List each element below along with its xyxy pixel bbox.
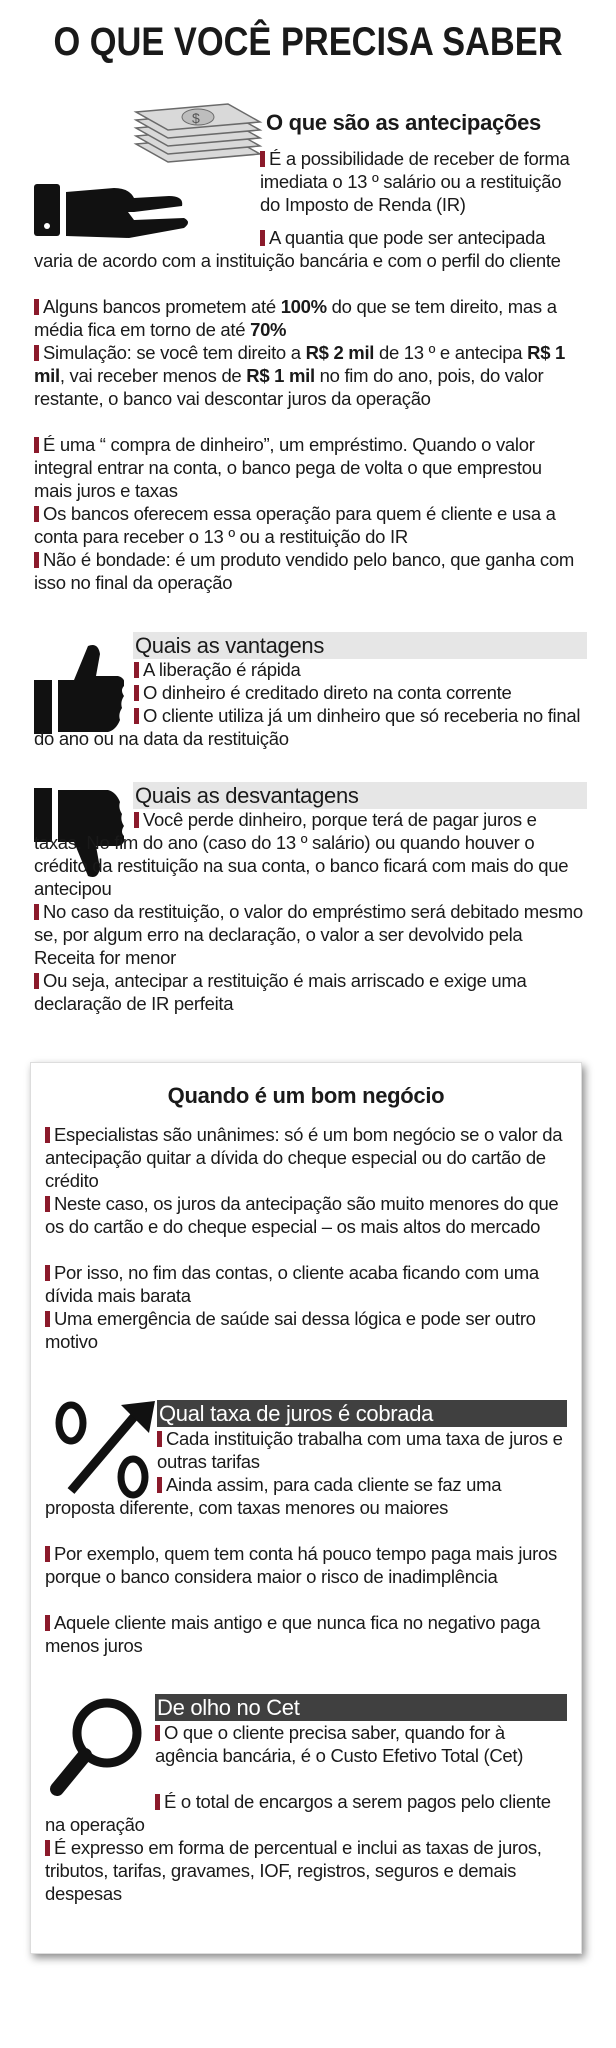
bullet-marker [34,437,39,453]
list-item: No caso da restituição, o valor do empréstimo será debitado mesmo se, por algum erro na declaração, o valor a ser devolvido pela Receita for menor [34,901,583,968]
bullet-marker [34,904,39,920]
section-heading-bar: Qual taxa de juros é cobrada [157,1400,567,1427]
section-heading-bar: Quais as vantagens [133,632,587,659]
bullet-marker [155,1794,160,1810]
bullet-marker [260,230,265,246]
list-item: Aquele cliente mais antigo e que nunca fica no negativo paga menos juros [45,1612,540,1656]
bullet-marker [260,151,265,167]
list-item: O cliente utiliza já um dinheiro que só receberia no final do ano ou na data da restituição [34,705,581,749]
bullet-marker [45,1311,50,1327]
bullet-marker [134,812,139,828]
bullet-marker [45,1840,50,1856]
bullet-marker [45,1196,50,1212]
money-stack-icon [128,96,268,166]
box-heading: Quando é um bom negócio [167,1083,445,1108]
list-item: É uma “ compra de dinheiro”, um empréstimo. Quando o valor integral entrar na conta, o banco pega de volta o que emprestou mais juros e taxas [34,434,542,501]
list-item: Simulação: se você tem direito a R$ 2 mil de 13 º e antecipa R$ 1 mil, vai receber menos de R$ 1 mil no fim do ano, pois, do valor restante, o banco vai descontar juros da operação [34,342,566,409]
list-item: Por isso, no fim das contas, o cliente acaba ficando com uma dívida mais barata [45,1262,539,1306]
bullet-marker [34,506,39,522]
list-item: A liberação é rápida [134,658,584,681]
bullet-marker [45,1265,50,1281]
bullet-marker [134,708,139,724]
list-item: Não é bondade: é um produto vendido pelo banco, que ganha com isso no final da operação [34,549,574,593]
list-item: Especialistas são unânimes: só é um bom negócio se o valor da antecipação quitar a dívida do cheque especial ou do cartão de crédito [45,1124,563,1191]
list-item: É a possibilidade de receber de forma imediata o 13 º salário ou a restituição do Imposto de Renda (IR) [260,148,570,215]
bullet-marker [34,299,39,315]
bullet-marker [134,662,139,678]
bullet-marker [45,1615,50,1631]
highlight-box [30,1062,582,1954]
svg-text:$: $ [192,110,200,126]
list-item: Por exemplo, quem tem conta há pouco tempo paga mais juros porque o banco considera maior o risco de inadimplência [45,1543,557,1587]
bullet-marker [134,685,139,701]
bullet-marker [34,552,39,568]
list-item: Os bancos oferecem essa operação para quem é cliente e usa a conta para receber o 13 º ou a restituição do IR [34,503,556,547]
bullet-marker [157,1431,162,1447]
list-item: Ainda assim, para cada cliente se faz uma proposta diferente, com taxas menores ou maiores [45,1474,502,1518]
list-item: Alguns bancos prometem até 100% do que se tem direito, mas a média fica em torno de até 70% [34,296,557,340]
bullet-marker [157,1477,162,1493]
bullet-marker [45,1127,50,1143]
list-item: A quantia que pode ser antecipada varia de acordo com a instituição bancária e com o perfil do cliente [34,227,561,271]
bullet-marker [155,1725,160,1741]
magnifier-icon [49,1693,149,1797]
list-item: Ou seja, antecipar a restituição é mais arriscado e exige uma declaração de IR perfeita [34,970,527,1014]
page-title: O QUE VOCÊ PRECISA SABER [53,20,563,64]
section-heading-bar: Quais as desvantagens [133,782,587,809]
list-item: É o total de encargos a serem pagos pelo cliente na operação [45,1791,551,1835]
list-item: É expresso em forma de percentual e inclui as taxas de juros, tributos, tarifas, gravames, IOF, registros, seguros e demais despesas [45,1837,542,1904]
bullet-marker [34,345,39,361]
list-item: Uma emergência de saúde sai dessa lógica e pode ser outro motivo [45,1308,536,1352]
list-item: Você perde dinheiro, porque terá de pagar juros e taxas. No fim do ano (caso do 13 º salário) ou quando houver o crédito da restituição na sua conta, o banco ficará com mais do que antecipou [34,809,569,899]
list-item: Cada instituição trabalha com uma taxa de juros e outras tarifas [157,1428,563,1472]
list-item: O que o cliente precisa saber, quando for à agência bancária, é o Custo Efetivo Total (Cet) [155,1722,524,1766]
section-heading: O que são as antecipações [266,110,541,135]
bullet-marker [45,1546,50,1562]
bullet-marker [34,973,39,989]
list-item: Neste caso, os juros da antecipação são muito menores do que os do cartão e do cheque especial – os mais altos do mercado [45,1193,559,1237]
list-item: O dinheiro é creditado direto na conta corrente [134,681,584,704]
section-heading-bar: De olho no Cet [155,1694,567,1721]
